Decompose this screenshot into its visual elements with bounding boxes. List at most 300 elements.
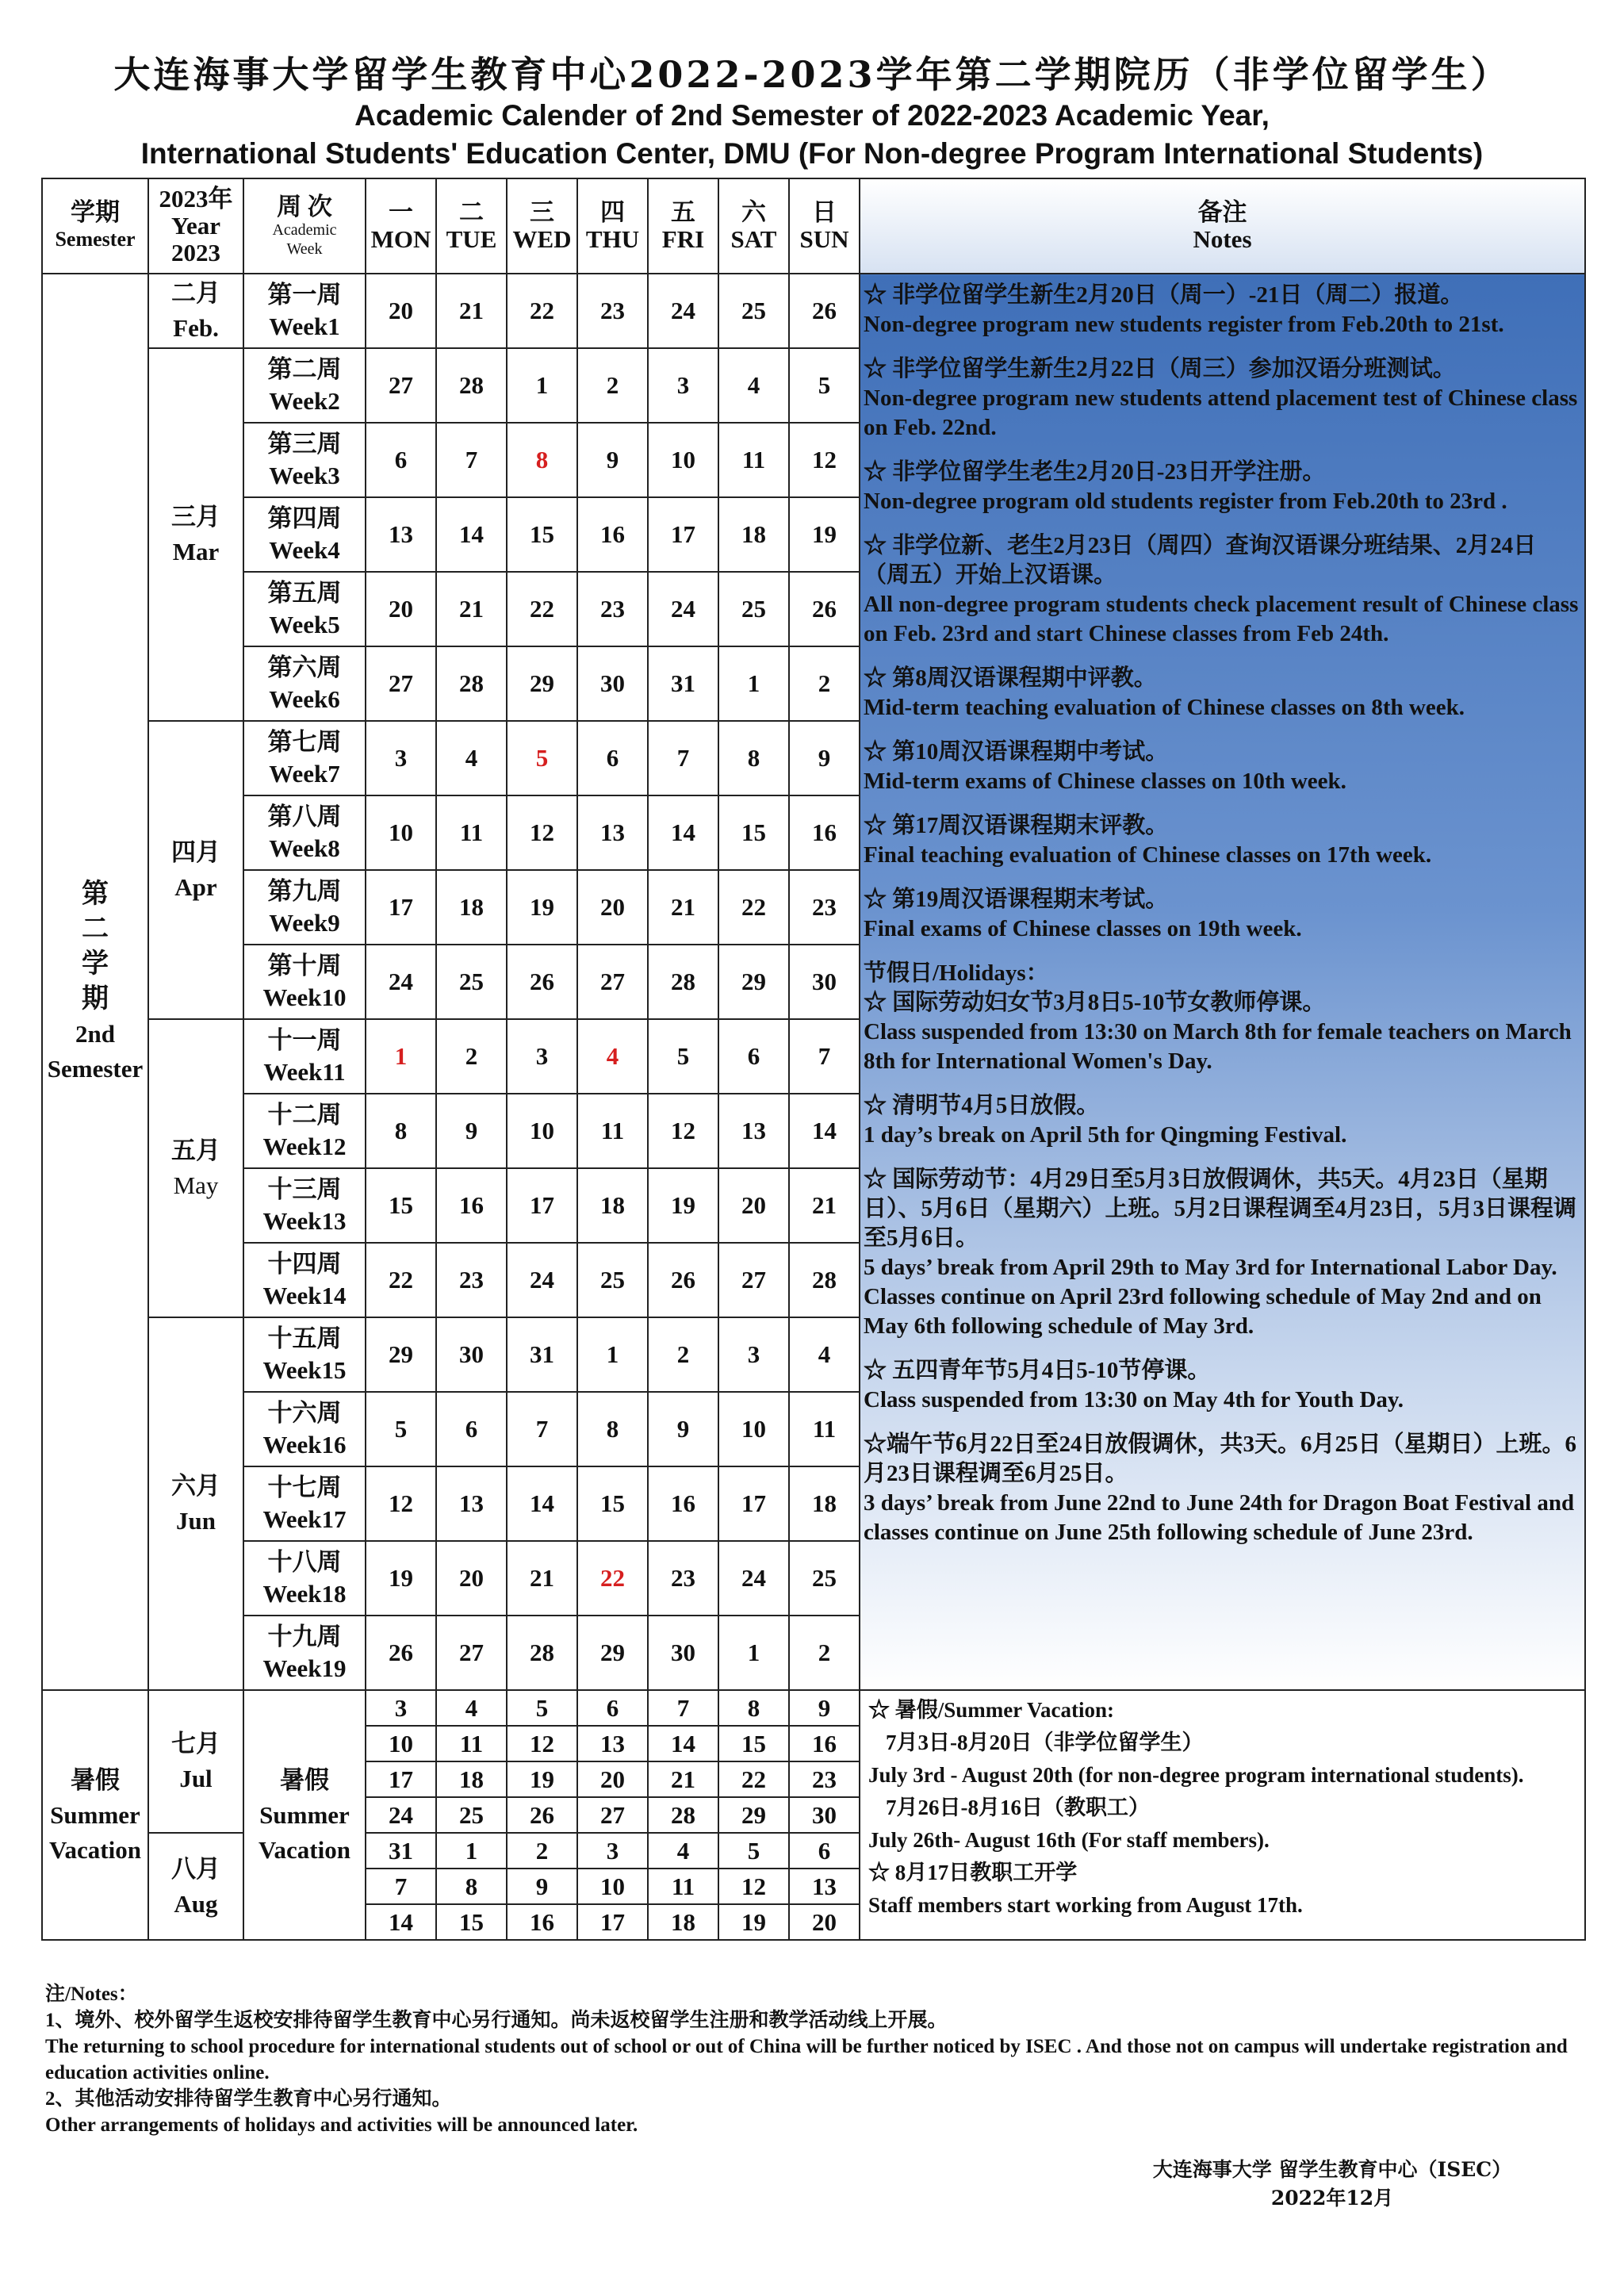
day-en: SAT	[730, 225, 777, 253]
day-cell: 14	[507, 1466, 577, 1541]
year-header-l3: 2023	[171, 239, 220, 266]
day-cell: 22	[366, 1243, 436, 1317]
day-cell: 28	[436, 348, 507, 423]
day-cell: 18	[577, 1168, 648, 1243]
day-cell: 24	[366, 945, 436, 1019]
day-cell: 8	[718, 1690, 789, 1726]
vacation-label-en1: Summer	[50, 1800, 140, 1829]
day-cell: 16	[577, 497, 648, 572]
week-label-cell	[243, 721, 366, 795]
day-cell: 25	[577, 1243, 648, 1317]
day-cell: 4	[436, 721, 507, 795]
week-en: Week11	[263, 1058, 346, 1086]
day-cell: 13	[577, 1726, 648, 1761]
year-header-l1: 2023年	[159, 185, 233, 213]
day-cell: 15	[577, 1466, 648, 1541]
week-label-cell	[243, 1243, 366, 1317]
day-cell: 6	[718, 1019, 789, 1094]
month-cell	[148, 1019, 243, 1317]
day-cell: 14	[436, 497, 507, 572]
week-label-cell	[243, 1019, 366, 1094]
month-en: May	[173, 1171, 219, 1199]
week-label-cell	[243, 1317, 366, 1392]
day-cell: 28	[648, 1797, 718, 1833]
note-en: Mid-term exams of Chinese classes on 10th week.	[864, 769, 1346, 794]
day-cell: 29	[366, 1317, 436, 1392]
week-row	[42, 274, 1585, 348]
notes-header	[860, 178, 1585, 274]
day-cell: 9	[507, 1869, 577, 1904]
note-cn: ☆ 第17周汉语课程期末评教。	[864, 813, 1169, 838]
day-cell: 3	[507, 1019, 577, 1094]
week-cn: 十四周	[267, 1250, 342, 1278]
day-cell: 26	[366, 1616, 436, 1690]
day-cell: 10	[718, 1392, 789, 1466]
day-cell: 26	[789, 572, 860, 646]
day-cell: 28	[436, 646, 507, 721]
week-cn: 第八周	[267, 803, 342, 830]
semester-label-cn2: 二	[82, 914, 109, 944]
month-en: Feb.	[173, 314, 219, 342]
day-cell: 8	[577, 1392, 648, 1466]
day-cell: 23	[577, 274, 648, 348]
day-cell: 18	[648, 1904, 718, 1940]
day-cell: 8	[718, 721, 789, 795]
day-cell: 27	[577, 945, 648, 1019]
day-cell: 3	[718, 1317, 789, 1392]
day-cell: 19	[507, 870, 577, 945]
day-cell: 7	[436, 423, 507, 497]
day-cell: 2	[789, 646, 860, 721]
week-en: Week12	[262, 1133, 347, 1160]
day-cell: 3	[366, 1690, 436, 1726]
day-cell: 9	[789, 721, 860, 795]
holiday-cn: ☆ 五四青年节5月4日5-10节停课。	[864, 1358, 1211, 1383]
week-cn: 十七周	[267, 1474, 342, 1501]
day-cell: 20	[718, 1168, 789, 1243]
note-en: All non-degree program students check placement result of Chinese class on Feb. 23rd and start Chinese classes from Feb 24th.	[864, 592, 1579, 646]
week-cn: 十三周	[267, 1175, 342, 1203]
day-cell: 18	[789, 1466, 860, 1541]
week-en: Week6	[269, 685, 340, 713]
day-cell: 24	[648, 274, 718, 348]
month-cn: 四月	[171, 838, 220, 866]
vacation-note-line: July 26th- August 16th (For staff members).	[868, 1828, 1270, 1852]
semester-label-cell	[42, 274, 148, 1690]
day-cell: 4	[577, 1019, 648, 1094]
calendar-table	[41, 178, 1586, 1941]
day-cell: 9	[789, 1690, 860, 1726]
day-cell: 5	[718, 1833, 789, 1869]
day-cell: 7	[648, 721, 718, 795]
holiday-en: 3 days’ break from June 22nd to June 24th for Dragon Boat Festival and classes continue on June 25th following schedule of June 23rd.	[864, 1490, 1575, 1545]
day-cell: 29	[577, 1616, 648, 1690]
note-cn: ☆ 第19周汉语课程期末考试。	[864, 887, 1169, 912]
day-cell: 30	[789, 1797, 860, 1833]
day-cell: 18	[718, 497, 789, 572]
week-cn: 十八周	[267, 1548, 342, 1576]
day-cell: 14	[648, 1726, 718, 1761]
day-cell: 25	[436, 945, 507, 1019]
day-cell: 20	[366, 274, 436, 348]
week-label-cell	[243, 1616, 366, 1690]
notes-cell	[860, 274, 1585, 1690]
day-cell: 20	[577, 1761, 648, 1797]
year-header-l2: Year	[171, 212, 220, 240]
month-cell	[148, 1317, 243, 1690]
day-cell: 1	[718, 1616, 789, 1690]
title-english-line2: International Students' Education Center, DMU (For Non-degree Program International Students)	[140, 137, 1484, 170]
day-cell: 16	[648, 1466, 718, 1541]
holiday-cn: ☆ 国际劳动妇女节3月8日5-10节女教师停课。	[864, 990, 1326, 1015]
day-cell: 13	[436, 1466, 507, 1541]
day-cell: 26	[507, 945, 577, 1019]
week-label-cell	[243, 348, 366, 423]
footer-line1: 1、境外、校外留学生返校安排待留学生教育中心另行通知。尚未返校留学生注册和教学活动线上开展。	[45, 2010, 948, 2031]
note-cn: ☆ 非学位留学生新生2月20日（周一）-21日（周二）报道。	[864, 282, 1464, 308]
notes-header-cn: 备注	[1197, 198, 1247, 226]
day-header-wed	[507, 178, 577, 274]
day-cell: 6	[577, 1690, 648, 1726]
week-cn: 第三周	[267, 430, 342, 458]
vacation-note-line: 7月3日-8月20日（非学位留学生）	[886, 1731, 1204, 1754]
semester-label-cn1: 第	[82, 880, 109, 909]
day-cell: 21	[436, 274, 507, 348]
vacation-label-en2: Vacation	[49, 1835, 141, 1864]
week-cn: 第六周	[267, 654, 342, 681]
semester-label-en1: 2nd	[75, 1020, 115, 1048]
day-cell: 15	[718, 1726, 789, 1761]
day-cell: 5	[507, 1690, 577, 1726]
week-label-cell	[243, 423, 366, 497]
week-label-cell	[243, 497, 366, 572]
day-cell: 21	[648, 870, 718, 945]
day-cell: 4	[718, 348, 789, 423]
note-cn: ☆ 非学位留学生老生2月20日-23日开学注册。	[864, 459, 1326, 485]
week-cn: 十六周	[267, 1399, 342, 1427]
vacation-label-cell	[42, 1690, 148, 1940]
day-cell: 30	[648, 1616, 718, 1690]
day-cell: 7	[648, 1690, 718, 1726]
vacation-week-en1: Summer	[259, 1800, 350, 1829]
note-en: Non-degree program new students register from Feb.20th to 21st.	[864, 312, 1504, 337]
vacation-week-cell	[243, 1690, 366, 1940]
day-cell: 28	[789, 1243, 860, 1317]
day-cell: 6	[577, 721, 648, 795]
holiday-cn: ☆端午节6月22日至24日放假调休，共3天。6月25日（星期日）上班。6月23日课程调至6月25日。	[864, 1432, 1577, 1486]
note-cn: ☆ 非学位新、老生2月23日（周四）查询汉语课分班结果、2月24日（周五）开始上汉语课。	[864, 533, 1537, 588]
day-cell: 27	[436, 1616, 507, 1690]
footer-line2: The returning to school procedure for international students out of school or out of China will be further noticed by ISEC . And those not on campus will undertake registration and education activities online.	[45, 2036, 1568, 2083]
week-header-en1: Academic	[272, 221, 337, 239]
day-cell: 12	[507, 795, 577, 870]
day-cn: 一	[389, 198, 413, 226]
day-cn: 四	[600, 198, 625, 226]
holiday-item	[864, 1165, 1581, 1341]
day-cell: 30	[436, 1317, 507, 1392]
holiday-en: Class suspended from 13:30 on May 4th for Youth Day.	[864, 1387, 1404, 1412]
note-item	[864, 664, 1581, 723]
day-cell: 9	[577, 423, 648, 497]
vacation-note-line: ☆ 暑假/Summer Vacation:	[868, 1698, 1115, 1722]
day-cell: 9	[648, 1392, 718, 1466]
week-label-cell	[243, 646, 366, 721]
month-en: Jul	[179, 1765, 213, 1792]
day-cell: 19	[718, 1904, 789, 1940]
day-cell: 21	[507, 1541, 577, 1616]
day-cell: 11	[436, 795, 507, 870]
footer-line4: Other arrangements of holidays and activities will be announced later.	[45, 2114, 638, 2136]
day-cell: 14	[648, 795, 718, 870]
holiday-en: 1 day’s break on April 5th for Qingming Festival.	[864, 1122, 1347, 1148]
day-cn: 三	[530, 198, 554, 226]
week-cn: 第九周	[267, 877, 342, 905]
day-cell: 23	[789, 1761, 860, 1797]
note-item	[864, 458, 1581, 516]
vacation-notes-cell	[860, 1690, 1585, 1940]
day-cell: 13	[577, 795, 648, 870]
week-cn: 第五周	[267, 579, 342, 607]
day-cell: 28	[648, 945, 718, 1019]
month-cn: 六月	[171, 1472, 220, 1500]
week-header-cn: 周 次	[277, 193, 332, 220]
week-label-cell	[243, 572, 366, 646]
month-cn: 八月	[171, 1854, 220, 1883]
day-cell: 14	[789, 1094, 860, 1168]
day-cell: 13	[718, 1094, 789, 1168]
holiday-item	[864, 1091, 1581, 1150]
month-cell	[148, 721, 243, 1019]
day-cell: 17	[507, 1168, 577, 1243]
week-cn: 十五周	[267, 1324, 342, 1352]
day-cell: 10	[648, 423, 718, 497]
note-item	[864, 281, 1581, 339]
vacation-row	[42, 1690, 1585, 1726]
day-cell: 4	[789, 1317, 860, 1392]
header-row	[42, 178, 1585, 274]
day-cell: 17	[718, 1466, 789, 1541]
week-cn: 十一周	[267, 1026, 342, 1054]
holidays-title: 节假日/Holidays：	[864, 960, 1049, 986]
day-cell: 5	[648, 1019, 718, 1094]
week-en: Week9	[269, 909, 340, 937]
day-cell: 3	[648, 348, 718, 423]
day-cell: 8	[366, 1094, 436, 1168]
day-cell: 25	[718, 274, 789, 348]
week-label-cell	[243, 1541, 366, 1616]
day-en: THU	[585, 225, 640, 253]
day-cell: 2	[507, 1833, 577, 1869]
holiday-cn: ☆ 国际劳动节：4月29日至5月3日放假调休，共5天。4月23日（星期日）、5月6日（星期六）上班。5月2日课程调至4月23日，5月3日课程调至5月6日。	[864, 1167, 1577, 1251]
note-en: Non-degree program new students attend placement test of Chinese class on Feb. 22nd.	[864, 385, 1578, 440]
week-en: Week2	[269, 387, 340, 415]
week-label-cell	[243, 1168, 366, 1243]
day-cell: 14	[366, 1904, 436, 1940]
day-cell: 17	[366, 1761, 436, 1797]
day-cell: 13	[366, 497, 436, 572]
footer-title: 注/Notes：	[45, 1984, 138, 2005]
day-cn: 日	[812, 198, 837, 226]
note-en: Final teaching evaluation of Chinese classes on 17th week.	[864, 842, 1432, 868]
footer-notes	[45, 1981, 1599, 2138]
week-label-cell	[243, 945, 366, 1019]
day-en: FRI	[661, 225, 705, 253]
day-cell: 23	[577, 572, 648, 646]
day-cell: 9	[436, 1094, 507, 1168]
day-header-tue	[436, 178, 507, 274]
day-cell: 27	[366, 646, 436, 721]
holiday-en: Class suspended from 13:30 on March 8th for female teachers on March 8th for International Women's Day.	[864, 1019, 1572, 1074]
day-cell: 5	[789, 348, 860, 423]
semester-label-en2: Semester	[47, 1055, 144, 1083]
day-cell: 24	[648, 572, 718, 646]
vacation-note-line: 7月26日-8月16日（教职工）	[886, 1796, 1150, 1819]
week-en: Week18	[262, 1580, 347, 1608]
day-cell: 2	[436, 1019, 507, 1094]
semester-header	[42, 178, 148, 274]
vacation-month-cell	[148, 1690, 243, 1833]
day-cell: 6	[436, 1392, 507, 1466]
month-cn: 七月	[171, 1730, 220, 1757]
note-item	[864, 355, 1581, 443]
year-header	[148, 178, 243, 274]
day-cell: 12	[789, 423, 860, 497]
day-cell: 30	[577, 646, 648, 721]
day-cell: 19	[789, 497, 860, 572]
week-cn: 第四周	[267, 504, 342, 532]
day-cell: 24	[718, 1541, 789, 1616]
day-cell: 19	[366, 1541, 436, 1616]
day-cell: 18	[436, 870, 507, 945]
week-cn: 第二周	[267, 355, 342, 383]
day-cell: 2	[789, 1616, 860, 1690]
day-cell: 15	[507, 497, 577, 572]
day-cell: 26	[648, 1243, 718, 1317]
day-cell: 15	[436, 1904, 507, 1940]
day-cell: 23	[648, 1541, 718, 1616]
week-label-cell	[243, 1094, 366, 1168]
day-cell: 22	[718, 870, 789, 945]
week-en: Week1	[269, 312, 340, 340]
day-cell: 4	[436, 1690, 507, 1726]
week-en: Week19	[262, 1654, 347, 1682]
notes-header-en: Notes	[1193, 225, 1252, 253]
day-cell: 27	[718, 1243, 789, 1317]
day-cell: 8	[436, 1869, 507, 1904]
day-cell: 15	[718, 795, 789, 870]
week-label-cell	[243, 1392, 366, 1466]
day-cell: 10	[507, 1094, 577, 1168]
day-cell: 20	[577, 870, 648, 945]
day-cell: 11	[718, 423, 789, 497]
title-english-line1: Academic Calender of 2nd Semester of 2022-2023 Academic Year,	[354, 99, 1270, 132]
day-cell: 11	[789, 1392, 860, 1466]
vacation-note-line: July 3rd - August 20th (for non-degree program international students).	[868, 1763, 1524, 1787]
day-cell: 24	[507, 1243, 577, 1317]
day-cell: 25	[789, 1541, 860, 1616]
week-en: Week14	[262, 1282, 347, 1309]
month-cell	[148, 274, 243, 348]
day-cell: 23	[436, 1243, 507, 1317]
week-cn: 十二周	[267, 1101, 342, 1129]
day-cell: 22	[718, 1761, 789, 1797]
semester-label-cn3: 学	[82, 949, 109, 979]
week-en: Week8	[269, 834, 340, 862]
day-en: SUN	[799, 225, 849, 253]
day-cn: 五	[671, 198, 695, 226]
day-cell: 31	[648, 646, 718, 721]
day-cell: 12	[648, 1094, 718, 1168]
month-en: Apr	[174, 873, 217, 901]
day-cell: 7	[366, 1869, 436, 1904]
week-label-cell	[243, 870, 366, 945]
week-header	[243, 178, 366, 274]
day-cell: 12	[507, 1726, 577, 1761]
day-cell: 10	[577, 1869, 648, 1904]
day-cell: 17	[648, 497, 718, 572]
day-cell: 1	[577, 1317, 648, 1392]
day-cell: 1	[436, 1833, 507, 1869]
day-cell: 1	[507, 348, 577, 423]
day-header-mon	[366, 178, 436, 274]
month-en: Jun	[176, 1507, 216, 1535]
day-cn: 二	[459, 198, 484, 226]
week-en: Week7	[269, 760, 340, 788]
semester-header-cn: 学期	[71, 198, 120, 226]
day-cell: 1	[366, 1019, 436, 1094]
month-cn: 二月	[171, 279, 220, 307]
day-cell: 12	[366, 1466, 436, 1541]
month-cn: 三月	[171, 503, 220, 531]
day-cell: 15	[366, 1168, 436, 1243]
week-label-cell	[243, 795, 366, 870]
holiday-cn: ☆ 清明节4月5日放假。	[864, 1093, 1100, 1118]
semester-header-en: Semester	[55, 228, 136, 251]
day-cell: 5	[366, 1392, 436, 1466]
day-cell: 13	[789, 1869, 860, 1904]
day-cell: 21	[648, 1761, 718, 1797]
note-cn: ☆ 第10周汉语课程期中考试。	[864, 739, 1169, 765]
day-cell: 2	[577, 348, 648, 423]
holiday-item	[864, 1356, 1581, 1415]
day-cell: 28	[507, 1616, 577, 1690]
day-cell: 20	[789, 1904, 860, 1940]
day-cell: 22	[577, 1541, 648, 1616]
month-cell	[148, 348, 243, 721]
week-en: Week13	[262, 1207, 347, 1235]
vacation-note-line: Staff members start working from August 17th.	[868, 1893, 1303, 1917]
week-label-cell	[243, 274, 366, 348]
semester-label-cn4: 期	[82, 984, 109, 1014]
day-cell: 7	[507, 1392, 577, 1466]
day-cell: 4	[648, 1833, 718, 1869]
day-cell: 6	[789, 1833, 860, 1869]
week-label-cell	[243, 1466, 366, 1541]
week-cn: 第一周	[267, 281, 342, 309]
day-cell: 11	[648, 1869, 718, 1904]
day-cell: 31	[507, 1317, 577, 1392]
month-en: Aug	[174, 1889, 218, 1918]
week-rows	[42, 274, 1585, 1690]
vacation-label-cn: 暑假	[71, 1765, 120, 1794]
note-en: Non-degree program old students register from Feb.20th to 23rd .	[864, 489, 1507, 514]
footer-line3: 2、其他活动安排待留学生教育中心另行通知。	[45, 2088, 452, 2110]
day-cell: 12	[718, 1869, 789, 1904]
day-cell: 10	[366, 795, 436, 870]
day-cell: 24	[366, 1797, 436, 1833]
day-cell: 29	[718, 1797, 789, 1833]
signature-date: 2022年12月	[1270, 2187, 1394, 2210]
